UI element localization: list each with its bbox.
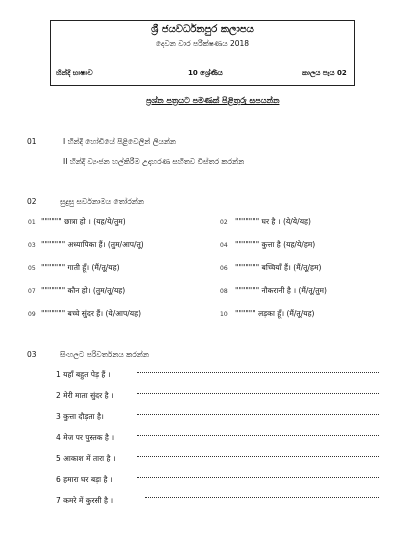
school-name: ශ්‍රී ජයවර්ධනපුර කලාපය <box>151 24 254 35</box>
q2-item-text: """"""" बच्चे सुंदर हैं। (ये/आप/यह) <box>41 309 142 318</box>
q2-item-text: """"""" गाती हूँ। (मैं/तू/यह) <box>41 263 120 272</box>
q2-item-text: """""" लड़का हूँ। (मैं/तू/यह) <box>235 309 315 318</box>
q2-item-text: """"""" कौन हो। (तुम/तू/यह) <box>41 286 126 295</box>
q2-item-num: 10 <box>220 311 228 318</box>
q2-item-text: """"""" नौकरानी है । (मैं/तू/तुम) <box>235 286 327 295</box>
q2-item-text: """"""" अध्यापिका हैं। (तुम/आप/तू) <box>41 240 144 249</box>
q3-title: සිංහලට පරිවර්තනය කරන්න <box>60 350 149 359</box>
q1-part-2: II හින්දි ව්‍යංජන හල්කිරීම උදාහරණ සහිතව විස්තර කරන්න <box>63 157 245 166</box>
answer-line <box>137 414 379 415</box>
answer-line <box>137 393 379 394</box>
q3-item: 7 कमरे में कुरसी है । <box>56 496 114 505</box>
q3-item: 1 यहाँ बहुत पेड़ हैं । <box>56 370 111 379</box>
q2-item-num: 03 <box>28 242 36 249</box>
grade-label: 10 ශ්‍රේණිය <box>188 69 223 77</box>
answer-line <box>145 497 379 498</box>
q2-item-text: """"""" घर है । (ये/ये/यह) <box>235 217 311 226</box>
answer-line <box>137 372 379 373</box>
answer-line <box>137 435 379 436</box>
q2-item-num: 07 <box>28 288 36 295</box>
q2-item-num: 06 <box>220 265 228 272</box>
q3-item: 2 मेरी माता सुंदर है । <box>56 391 114 400</box>
time-label: කාලය පැය 02 <box>302 69 347 77</box>
q1-number: 01 <box>27 137 37 146</box>
q2-item-text: """""" छात्रा हो । (यह/ये/तुम) <box>41 217 126 226</box>
exam-title: දෙවන වාර පරීක්ෂණය 2018 <box>155 39 250 48</box>
q1-part-1: I හින්දි හෝඩියේ පිළිවෙලින් ලියන්න <box>63 137 177 146</box>
q2-number: 02 <box>27 197 37 206</box>
q3-item: 3 कुत्ता दौड़ता है। <box>56 412 104 421</box>
q2-item-num: 02 <box>220 219 228 226</box>
q2-item-text: """"""" बच्चियाँ हैं। (मैं/तू/हम) <box>235 263 322 272</box>
q2-item-num: 09 <box>28 311 36 318</box>
q2-title: සුදුසු සර්වනාමය තෝරන්න <box>60 197 144 206</box>
q2-item-num: 05 <box>28 265 36 272</box>
q2-item-text: """"""" कुत्ता है (यह/ये/हम) <box>235 240 316 249</box>
q3-item: 4 मेज पर पुस्तक है । <box>56 433 115 442</box>
subject-label: හින්දි භාෂාව <box>56 69 93 77</box>
header-box <box>50 20 355 86</box>
q2-item-num: 08 <box>220 288 228 295</box>
q3-item: 6 हमारा घर बड़ा है । <box>56 475 113 484</box>
answer-line <box>137 477 379 478</box>
q2-item-num: 01 <box>28 219 36 226</box>
q2-item-num: 04 <box>220 242 228 249</box>
q3-number: 03 <box>27 350 37 359</box>
answer-line <box>137 456 379 457</box>
q3-item: 5 आकाश में तारा है । <box>56 454 116 463</box>
instruction: ප්‍රශ්න පත්‍රයට පමණක් පිළිතුරු සපයන්න <box>146 96 280 105</box>
